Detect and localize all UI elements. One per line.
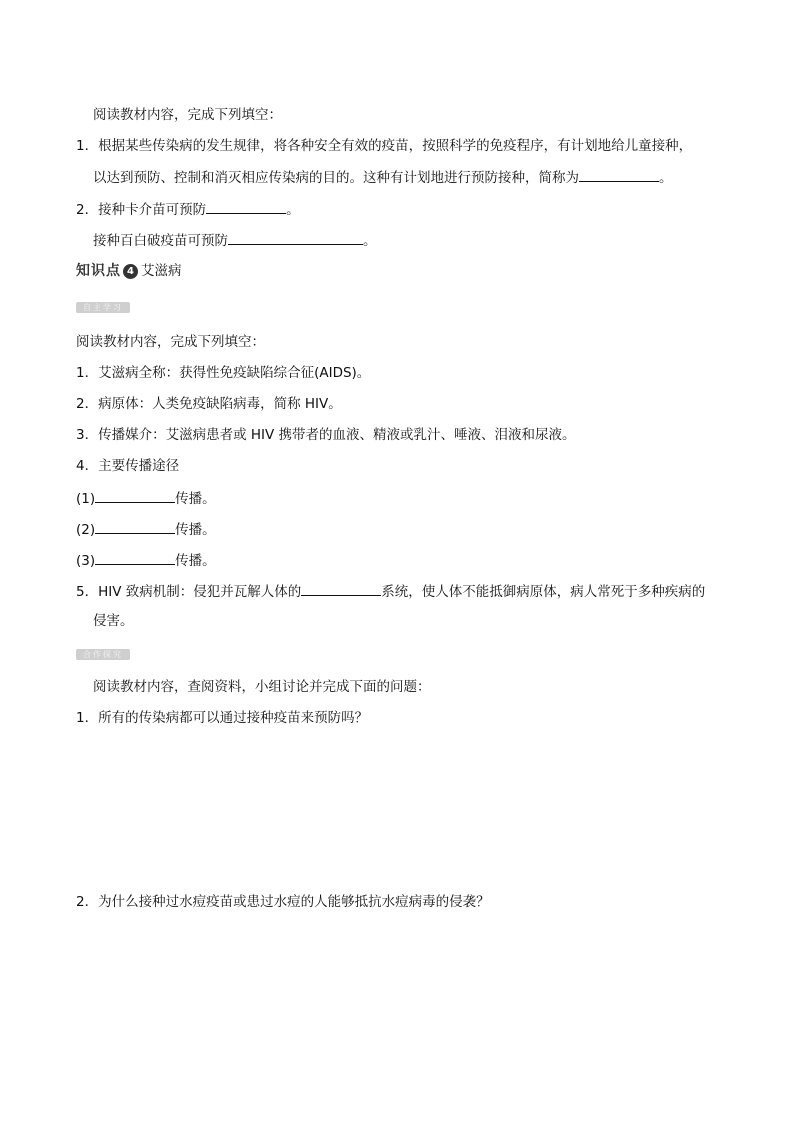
intro-instruction-3: 阅读教材内容，查阅资料，小组讨论并完成下面的问题：: [93, 679, 431, 695]
question-2-line-1: [76, 199, 300, 219]
route-1: [76, 488, 216, 508]
fill-blank-immunization[interactable]: [579, 167, 659, 182]
aids-item-1: 1．艾滋病全称：获得性免疫缺陷综合征(AIDS)。: [76, 365, 371, 381]
question-2-line-2: [93, 230, 377, 250]
route-number: (3): [76, 553, 96, 569]
hiv-mechanism-text-b: 系统，使人体不能抵御病原体，病人常死于多种疾病的: [381, 584, 706, 600]
question-2-text: 2．接种卡介苗可预防: [76, 202, 207, 218]
section-title: 知识点: [76, 263, 121, 279]
intro-instruction-2: 阅读教材内容，完成下列填空：: [76, 334, 265, 350]
route-number: (2): [76, 522, 96, 538]
tag-label: 自主学习: [83, 303, 123, 312]
discussion-question-1: 1．所有的传染病都可以通过接种疫苗来预防吗？: [76, 710, 369, 726]
section-topic: 艾滋病: [141, 263, 182, 279]
self-study-tag: [76, 302, 130, 313]
period: 。: [363, 233, 377, 249]
route-suffix: 传播。: [175, 491, 216, 507]
question-2b-text: 接种百白破疫苗可预防: [93, 233, 228, 249]
discussion-question-2: 2．为什么接种过水痘疫苗或患过水痘的人能够抵抗水痘病毒的侵袭？: [76, 894, 490, 910]
aids-item-5-line-2: 侵害。: [93, 613, 134, 629]
aids-item-4: 4．主要传播途径: [76, 458, 180, 474]
question-1-line-1: 1．根据某些传染病的发生规律，将各种安全有效的疫苗，按照科学的免疫程序，有计划地给儿童接种，: [76, 138, 693, 154]
fill-blank-route-1[interactable]: [95, 488, 175, 503]
question-1-text: 以达到预防、控制和消灭相应传染病的目的。这种有计划地进行预防接种，简称为: [93, 170, 579, 186]
intro-instruction-1: 阅读教材内容，完成下列填空：: [93, 107, 282, 123]
fill-blank-bcg[interactable]: [206, 199, 286, 214]
route-number: (1): [76, 491, 96, 507]
question-1-line-2: [93, 167, 673, 187]
aids-item-2: 2．病原体：人类免疫缺陷病毒，简称 HIV。: [76, 396, 342, 412]
period: 。: [286, 202, 300, 218]
route-3: [76, 550, 216, 570]
fill-blank-dtp[interactable]: [228, 230, 363, 245]
period: 。: [659, 170, 673, 186]
section-number-badge: 4: [123, 264, 138, 279]
fill-blank-route-2[interactable]: [95, 519, 175, 534]
cooperative-inquiry-tag: [76, 649, 130, 660]
section-heading: [76, 262, 182, 280]
route-suffix: 传播。: [175, 522, 216, 538]
tag-label: 合作探究: [83, 650, 123, 659]
route-suffix: 传播。: [175, 553, 216, 569]
fill-blank-immune-system[interactable]: [301, 581, 381, 596]
aids-item-5-line-1: [76, 581, 705, 601]
route-2: [76, 519, 216, 539]
fill-blank-route-3[interactable]: [95, 550, 175, 565]
hiv-mechanism-text-a: 5．HIV 致病机制：侵犯并瓦解人体的: [76, 584, 302, 600]
aids-item-3: 3．传播媒介：艾滋病患者或 HIV 携带者的血液、精液或乳汁、唾液、泪液和尿液。: [76, 427, 576, 443]
